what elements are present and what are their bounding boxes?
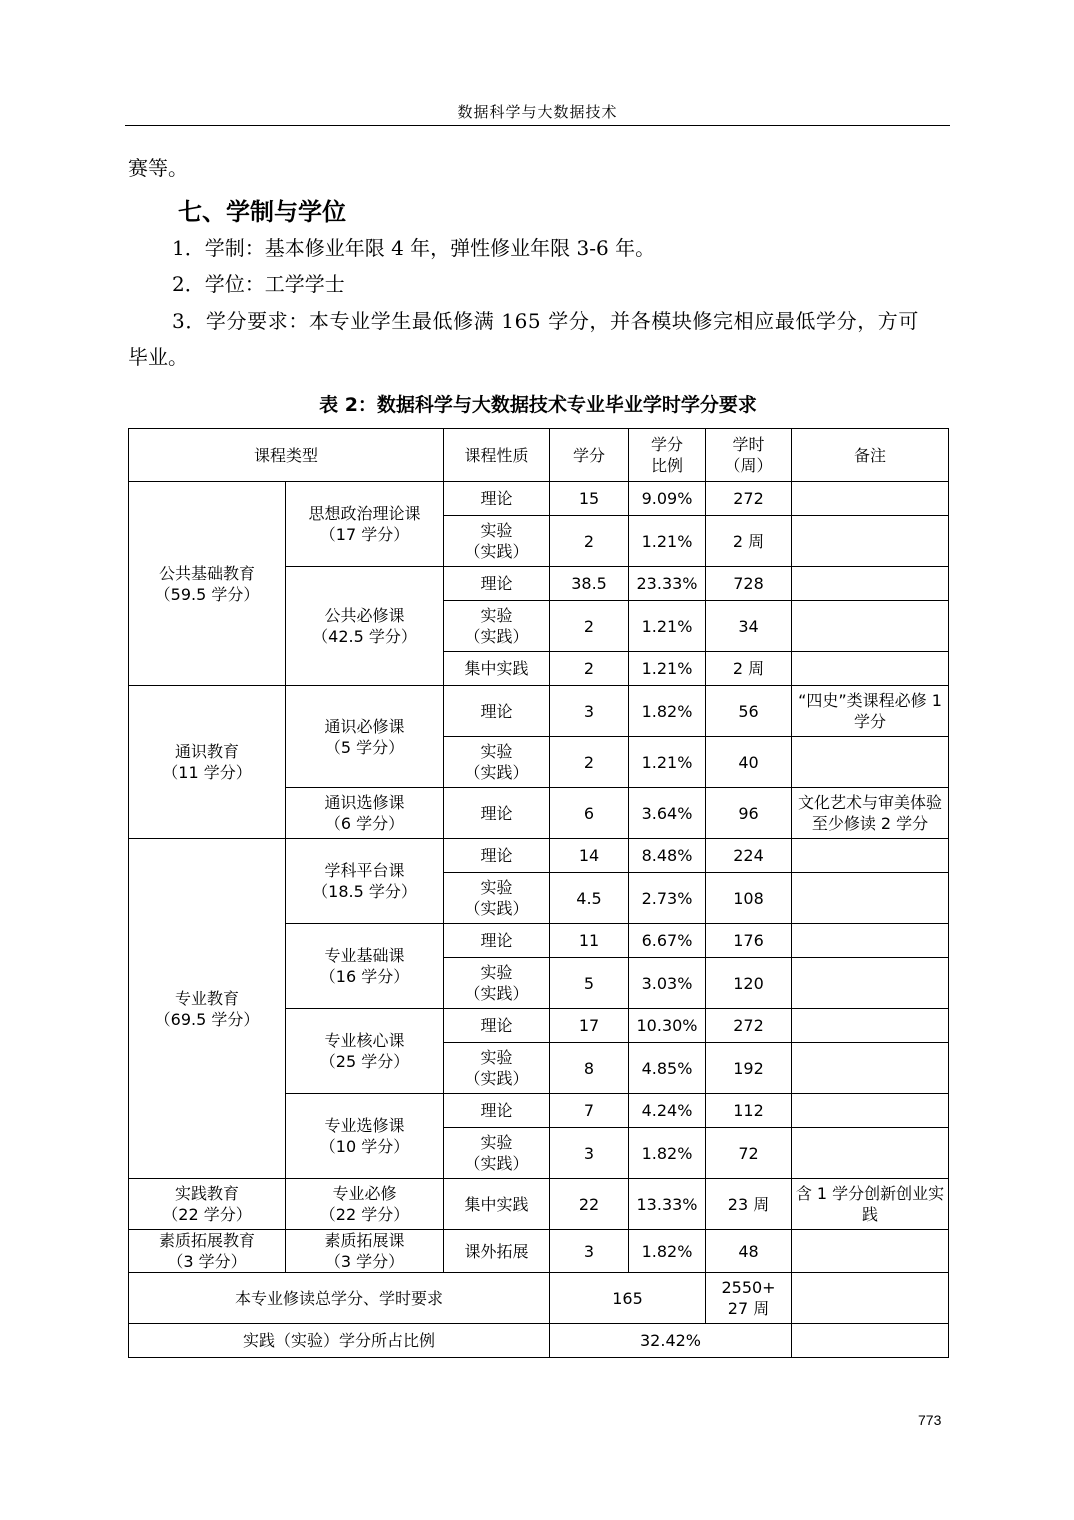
table-row [129, 686, 949, 737]
header-remark: 备注 [792, 429, 949, 482]
hours-cell: 56 [706, 686, 792, 737]
subcategory-cell: 素质拓展课 （3 学分） [286, 1230, 444, 1273]
nature-cell: 实验 （实践） [444, 737, 550, 788]
ratio-cell: 13.33% [629, 1179, 706, 1230]
remark-cell [792, 1043, 949, 1094]
nature-cell: 课外拓展 [444, 1230, 550, 1273]
credit-cell: 38.5 [550, 567, 629, 601]
credit-cell: 17 [550, 1009, 629, 1043]
category-cell: 专业教育 （69.5 学分） [129, 839, 286, 1179]
hours-cell: 108 [706, 873, 792, 924]
ratio-cell: 8.48% [629, 839, 706, 873]
ratio-cell: 6.67% [629, 924, 706, 958]
remark-cell [792, 601, 949, 652]
category-cell: 实践教育 （22 学分） [129, 1179, 286, 1230]
nature-cell: 实验 （实践） [444, 1043, 550, 1094]
item-credit-requirement: 3．学分要求：本专业学生最低修满 165 学分，并各模块修完相应最低学分，方可 [172, 309, 920, 333]
category-cell: 素质拓展教育 （3 学分） [129, 1230, 286, 1273]
nature-cell: 理论 [444, 1094, 550, 1128]
header-hours: 学时 （周） [706, 429, 792, 482]
ratio-cell: 1.82% [629, 686, 706, 737]
credit-cell: 14 [550, 839, 629, 873]
ratio-cell: 9.09% [629, 482, 706, 516]
remark-cell: 含 1 学分创新创业实践 [792, 1179, 949, 1230]
credit-cell: 4.5 [550, 873, 629, 924]
remark-cell: “四史”类课程必修 1 学分 [792, 686, 949, 737]
hours-cell: 176 [706, 924, 792, 958]
header-rule [125, 125, 950, 126]
ratio-cell: 4.85% [629, 1043, 706, 1094]
practice-ratio-remark [792, 1324, 949, 1358]
nature-cell: 理论 [444, 567, 550, 601]
nature-cell: 实验 （实践） [444, 958, 550, 1009]
subcategory-cell: 公共必修课 （42.5 学分） [286, 567, 444, 686]
credit-cell: 3 [550, 686, 629, 737]
credit-cell: 11 [550, 924, 629, 958]
hours-cell: 23 周 [706, 1179, 792, 1230]
remark-cell [792, 839, 949, 873]
hours-cell: 96 [706, 788, 792, 839]
subcategory-cell: 专业必修 （22 学分） [286, 1179, 444, 1230]
nature-cell: 理论 [444, 788, 550, 839]
total-label: 本专业修读总学分、学时要求 [129, 1273, 550, 1324]
subcategory-cell: 专业核心课 （25 学分） [286, 1009, 444, 1094]
practice-ratio-label: 实践（实验）学分所占比例 [129, 1324, 550, 1358]
subcategory-cell: 专业选修课 （10 学分） [286, 1094, 444, 1179]
header-credit-ratio: 学分 比例 [629, 429, 706, 482]
table-row [129, 482, 949, 516]
total-hours: 2550+ 27 周 [706, 1273, 792, 1324]
running-header: 数据科学与大数据技术 [457, 103, 618, 121]
ratio-cell: 2.73% [629, 873, 706, 924]
total-remark [792, 1273, 949, 1324]
nature-cell: 集中实践 [444, 652, 550, 686]
credit-cell: 15 [550, 482, 629, 516]
ratio-cell: 23.33% [629, 567, 706, 601]
hours-cell: 34 [706, 601, 792, 652]
ratio-cell: 1.21% [629, 737, 706, 788]
ratio-cell: 1.21% [629, 601, 706, 652]
credit-cell: 2 [550, 516, 629, 567]
continuation-text: 赛等。 [128, 156, 188, 180]
header-course-type: 课程类型 [129, 429, 444, 482]
remark-cell [792, 1094, 949, 1128]
table-row [129, 1179, 949, 1230]
nature-cell: 理论 [444, 839, 550, 873]
remark-cell [792, 737, 949, 788]
credit-cell: 22 [550, 1179, 629, 1230]
ratio-cell: 3.64% [629, 788, 706, 839]
credit-cell: 6 [550, 788, 629, 839]
nature-cell: 实验 （实践） [444, 601, 550, 652]
ratio-cell: 1.21% [629, 516, 706, 567]
hours-cell: 48 [706, 1230, 792, 1273]
nature-cell: 理论 [444, 1009, 550, 1043]
practice-ratio-row [129, 1324, 949, 1358]
nature-cell: 实验 （实践） [444, 516, 550, 567]
category-cell: 通识教育 （11 学分） [129, 686, 286, 839]
remark-cell [792, 1009, 949, 1043]
hours-cell: 272 [706, 1009, 792, 1043]
hours-cell: 728 [706, 567, 792, 601]
hours-cell: 272 [706, 482, 792, 516]
nature-cell: 理论 [444, 482, 550, 516]
subcategory-cell: 通识必修课 （5 学分） [286, 686, 444, 788]
item-duration: 1．学制：基本修业年限 4 年，弹性修业年限 3-6 年。 [172, 236, 656, 260]
credit-requirements-table [128, 428, 949, 1358]
nature-cell: 实验 （实践） [444, 873, 550, 924]
remark-cell [792, 1230, 949, 1273]
hours-cell: 224 [706, 839, 792, 873]
nature-cell: 实验 （实践） [444, 1128, 550, 1179]
nature-cell: 理论 [444, 924, 550, 958]
credit-cell: 8 [550, 1043, 629, 1094]
total-row [129, 1273, 949, 1324]
remark-cell [792, 958, 949, 1009]
practice-ratio-value: 32.42% [550, 1324, 792, 1358]
hours-cell: 120 [706, 958, 792, 1009]
remark-cell: 文化艺术与审美体验至少修读 2 学分 [792, 788, 949, 839]
remark-cell [792, 924, 949, 958]
ratio-cell: 1.82% [629, 1230, 706, 1273]
nature-cell: 集中实践 [444, 1179, 550, 1230]
hours-cell: 72 [706, 1128, 792, 1179]
ratio-cell: 1.82% [629, 1128, 706, 1179]
ratio-cell: 10.30% [629, 1009, 706, 1043]
remark-cell [792, 873, 949, 924]
category-cell: 公共基础教育 （59.5 学分） [129, 482, 286, 686]
credit-cell: 3 [550, 1230, 629, 1273]
nature-cell: 理论 [444, 686, 550, 737]
header-course-nature: 课程性质 [444, 429, 550, 482]
total-credit: 165 [550, 1273, 706, 1324]
credit-cell: 2 [550, 737, 629, 788]
remark-cell [792, 652, 949, 686]
remark-cell [792, 516, 949, 567]
subcategory-cell: 通识选修课 （6 学分） [286, 788, 444, 839]
table-caption: 表 2：数据科学与大数据技术专业毕业学时学分要求 [319, 394, 757, 416]
table-row [129, 1230, 949, 1273]
header-credit: 学分 [550, 429, 629, 482]
section-heading: 七、学制与学位 [178, 198, 346, 226]
credit-cell: 7 [550, 1094, 629, 1128]
credit-cell: 2 [550, 652, 629, 686]
subcategory-cell: 专业基础课 （16 学分） [286, 924, 444, 1009]
table-row [129, 839, 949, 873]
subcategory-cell: 学科平台课 （18.5 学分） [286, 839, 444, 924]
hours-cell: 40 [706, 737, 792, 788]
subcategory-cell: 思想政治理论课 （17 学分） [286, 482, 444, 567]
remark-cell [792, 1128, 949, 1179]
table-header-row [129, 429, 949, 482]
item-credit-requirement-cont: 毕业。 [128, 345, 188, 369]
hours-cell: 112 [706, 1094, 792, 1128]
credit-cell: 5 [550, 958, 629, 1009]
ratio-cell: 1.21% [629, 652, 706, 686]
remark-cell [792, 567, 949, 601]
credit-cell: 3 [550, 1128, 629, 1179]
hours-cell: 2 周 [706, 652, 792, 686]
ratio-cell: 4.24% [629, 1094, 706, 1128]
hours-cell: 192 [706, 1043, 792, 1094]
page-number: 773 [918, 1412, 942, 1428]
remark-cell [792, 482, 949, 516]
hours-cell: 2 周 [706, 516, 792, 567]
item-degree: 2．学位：工学学士 [172, 272, 345, 296]
ratio-cell: 3.03% [629, 958, 706, 1009]
credit-cell: 2 [550, 601, 629, 652]
